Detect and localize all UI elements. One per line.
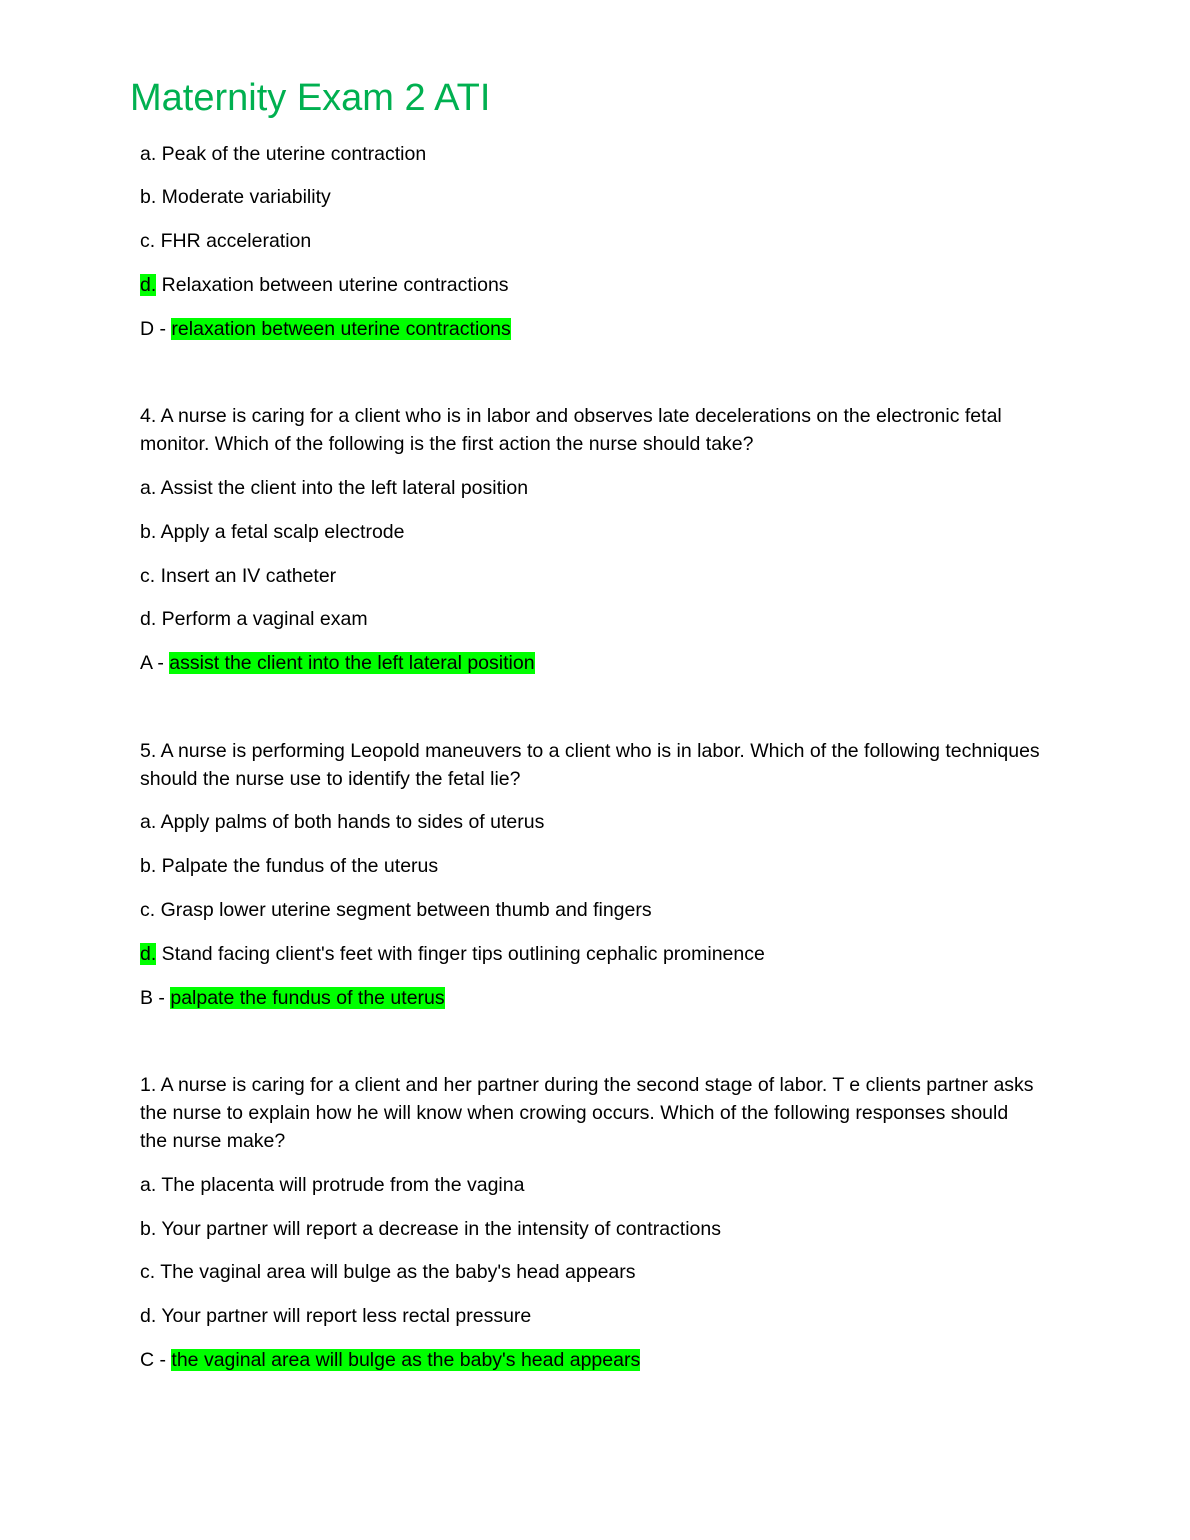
q5-option-b: b. Palpate the fundus of the uterus xyxy=(140,855,439,877)
q1-answer-text: the vaginal area will bulge as the baby's head appears xyxy=(171,1349,641,1371)
question-1-line-2: the nurse to explain how he will know when crowing occurs. Which of the following responses should xyxy=(140,1102,1009,1124)
question-4-line-1: 4. A nurse is caring for a client who is in labor and observes late decelerations on the electronic fetal xyxy=(140,405,1002,427)
q4-option-a: a. Assist the client into the left lateral position xyxy=(140,477,529,499)
q4-option-d: d. Perform a vaginal exam xyxy=(140,608,368,630)
q4-answer-line xyxy=(140,649,535,677)
q4-answer-prefix: A - xyxy=(140,652,170,674)
page-title: Maternity Exam 2 ATI xyxy=(130,77,491,119)
q1-option-c: c. The vaginal area will bulge as the baby's head appears xyxy=(140,1261,636,1283)
option-d-text: Relaxation between uterine contractions xyxy=(156,274,509,296)
q1-option-b: b. Your partner will report a decrease in the intensity of contractions xyxy=(140,1218,721,1240)
q5-option-c: c. Grasp lower uterine segment between thumb and fingers xyxy=(140,899,652,921)
q5-answer-text: palpate the fundus of the uterus xyxy=(170,987,445,1009)
q1-option-d: d. Your partner will report less rectal pressure xyxy=(140,1305,532,1327)
q4-answer-text: assist the client into the left lateral position xyxy=(169,652,535,674)
answer-line xyxy=(140,315,511,343)
option-d-marker: d. xyxy=(140,274,157,296)
question-4-line-2: monitor. Which of the following is the first action the nurse should take? xyxy=(140,433,754,455)
q4-option-c: c. Insert an IV catheter xyxy=(140,565,337,587)
q4-option-b: b. Apply a fetal scalp electrode xyxy=(140,521,405,543)
q5-option-a: a. Apply palms of both hands to sides of uterus xyxy=(140,811,545,833)
option-a: a. Peak of the uterine contraction xyxy=(140,143,427,165)
answer-prefix: D - xyxy=(140,318,172,340)
q1-option-a: a. The placenta will protrude from the vagina xyxy=(140,1174,525,1196)
question-5-line-1: 5. A nurse is performing Leopold maneuvers to a client who is in labor. Which of the following techniques xyxy=(140,740,1040,762)
q5-option-d xyxy=(140,940,765,968)
q1-answer-line xyxy=(140,1346,640,1374)
option-c: c. FHR acceleration xyxy=(140,230,312,252)
question-1-line-3: the nurse make? xyxy=(140,1130,286,1152)
q5-answer-prefix: B - xyxy=(140,987,171,1009)
question-5-line-2: should the nurse use to identify the fetal lie? xyxy=(140,768,521,790)
q1-answer-prefix: C - xyxy=(140,1349,172,1371)
option-d xyxy=(140,271,509,299)
answer-text: relaxation between uterine contractions xyxy=(171,318,511,340)
question-1-line-1: 1. A nurse is caring for a client and her partner during the second stage of labor. T e clients partner asks xyxy=(140,1074,1034,1096)
q5-option-d-marker: d. xyxy=(140,943,157,965)
q5-answer-line xyxy=(140,984,445,1012)
option-b: b. Moderate variability xyxy=(140,186,331,208)
q5-option-d-text: Stand facing client's feet with finger tips outlining cephalic prominence xyxy=(156,943,765,965)
